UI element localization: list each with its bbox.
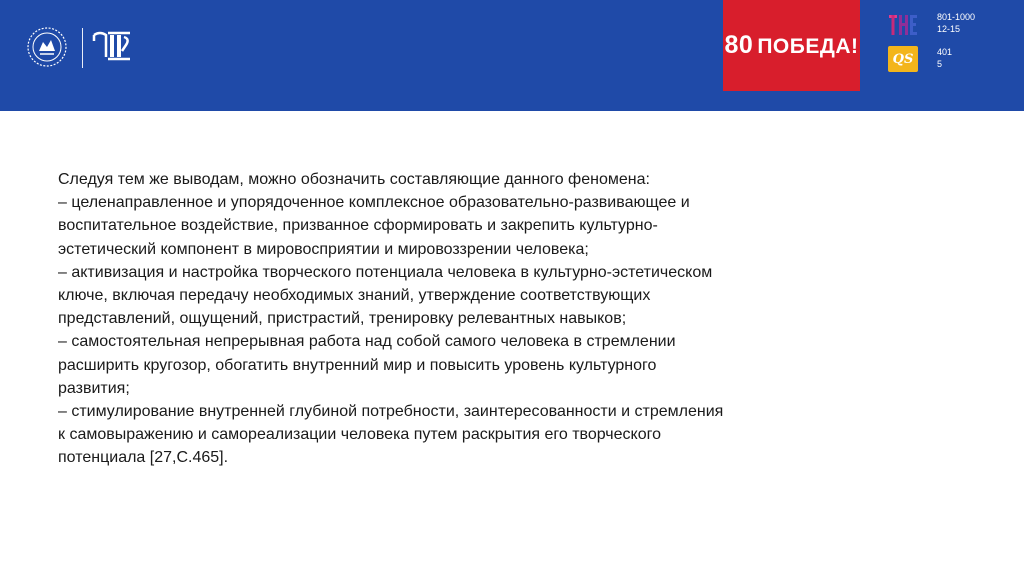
- header-bar: [0, 0, 1024, 111]
- text-line: – целенаправленное и упорядоченное комплексное образовательно-развивающее и: [58, 194, 690, 212]
- text-line: – стимулирование внутренней глубиной потребности, заинтересованности и стремления: [58, 403, 724, 421]
- qs-ranking-logo-icon: [888, 46, 918, 72]
- victory-banner-text: 80 ПОБЕДА!: [724, 31, 859, 59]
- qs-rank-range: 401: [937, 47, 953, 57]
- university-crest-icon: [26, 26, 68, 68]
- text-line: потенциала [27,С.465].: [58, 449, 229, 467]
- column-logo-icon: [92, 29, 132, 63]
- text-line: – активизация и настройка творческого потенциала человека в культурно-эстетическом: [58, 263, 713, 281]
- qs-logo-text: QS: [892, 51, 914, 67]
- text-line: расширить кругозор, обогатить внутренний мир и повысить уровень культурного: [58, 356, 657, 374]
- slide-body-text: [58, 168, 818, 470]
- text-line: ключе, включая передачу необходимых знаний, утверждение соответствующих: [58, 287, 651, 305]
- the-ranking-logo-icon: [888, 13, 918, 37]
- victory-banner: [723, 0, 860, 91]
- text-line: эстетический компонент в мировосприятии и мировоззрении человека;: [58, 240, 589, 258]
- logo-divider: [82, 28, 83, 68]
- qs-rank-sub: 5: [937, 59, 943, 69]
- text-line: к самовыражению и самореализации человека путем раскрытия его творческого: [58, 426, 661, 444]
- qs-ranking-values: [937, 46, 952, 70]
- the-ranking-values: [937, 11, 975, 35]
- the-rank-range: 801-1000: [937, 12, 976, 22]
- text-line: Следуя тем же выводам, можно обозначить составляющие данного феномена:: [58, 171, 650, 188]
- the-rank-sub: 12-15: [937, 24, 961, 34]
- text-line: воспитательное воздействие, призванное сформировать и закрепить культурно-: [58, 217, 658, 235]
- text-line: – самостоятельная непрерывная работа над собой самого человека в стремлении: [58, 333, 676, 351]
- text-line: представлений, ощущений, пристрастий, тренировку релевантных навыков;: [58, 310, 627, 328]
- text-line: развития;: [58, 379, 130, 397]
